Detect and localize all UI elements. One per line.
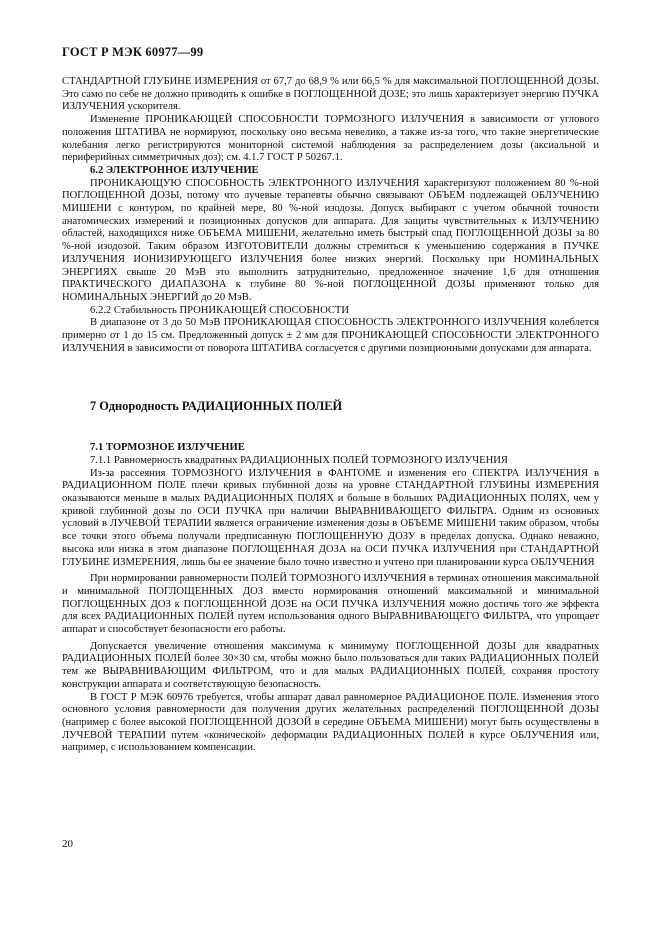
paragraph: При нормировании равномерности ПОЛЕЙ ТОРМОЗНОГО ИЗЛУЧЕНИЯ в терминах отношения максимальной и минимальной ПОГЛОЩЕННЫХ ДОЗ вместо нормирования отношений максимальной и минимальной ПОГЛОЩЕННЫХ ДОЗ к ПОГЛОЩЕННОЙ ДОЗЕ на ОСИ ПУЧКА ИЗЛУЧЕНИЯ можно достичь того же эффекта для всех РАДИАЦИОННЫХ ПОЛЕЙ путем использования одного ВЫРАВНИВАЮЩЕГО ФИЛЬТРА, что упрощает аппарат и способствует безопасности его работы. [62, 573, 599, 636]
section-heading-7-1: 7.1 ТОРМОЗНОЕ ИЗЛУЧЕНИЕ [90, 442, 245, 454]
paragraph: ПРОНИКАЮЩУЮ СПОСОБНОСТЬ ЭЛЕКТРОННОГО ИЗЛУЧЕНИЯ характеризуют положением 80 %-ной ПОГЛОЩЕННОЙ ДОЗЫ, потому что лучевые терапевты обычно связывают ОБЪЕМ подлежащей ОБЛУЧЕНИЮ МИШЕНИ с контуром, по крайней мере, 80 %-ной изодозы. Допуск выбирают с учетом обычной точности анатомических измерений и позиционных допусков для аппарата. Для защиты чувствительных к ИЗЛУЧЕНИЮ областей, находящихся ниже ОБЪЕМА МИШЕНИ, желательно иметь быстрый спад ПОГЛОЩЕННОЙ ДОЗЫ за 80 %-ной изодозой. Таким образом ИЗГОТОВИТЕЛИ должны стремиться к уменьшению содержания в ПУЧКЕ ИЗЛУЧЕНИЯ ИОНИЗИРУЮЩЕГО ИЗЛУЧЕНИЯ более низких энергий. Поскольку при НОМИНАЛЬНЫХ ЭНЕРГИЯХ свыше 20 МэВ это выполнить затруднительно, предложенное значение 1,6 для отношения ПРАКТИЧЕСКОГО ДИАПАЗОНА к глубине 80 %-ной ПОГЛОЩЕННОЙ ДОЗЫ применяют только для НОМИНАЛЬНЫХ ЭНЕРГИЙ до 20 МэВ. [62, 177, 599, 303]
paragraph: В диапазоне от 3 до 50 МэВ ПРОНИКАЮЩАЯ СПОСОБНОСТЬ ЭЛЕКТРОННОГО ИЗЛУЧЕНИЯ колеблется примерно от 1 до 15 см. Предложенный допуск ± 2 мм для ПРОНИКАЮЩЕЙ СПОСОБНОСТИ ЭЛЕКТРОННОГО ИЗЛУЧЕНИЯ в зависимости от поворота ШТАТИВА согласуется с другими позиционными допусками для аппарата. [62, 317, 599, 354]
document-header: ГОСТ Р МЭК 60977—99 [62, 45, 204, 59]
paragraph: Из-за рассеяния ТОРМОЗНОГО ИЗЛУЧЕНИЯ в ФАНТОМЕ и изменения его СПЕКТРА ИЗЛУЧЕНИЯ в РАДИАЦИОННОМ ПОЛЕ плечи кривых глубинной дозы на уровне СТАНДАРТНОЙ ГЛУБИНЫ ИЗМЕРЕНИЯ оказываются меньше в малых РАДИАЦИОННЫХ ПОЛЯХ и больше в больших РАДИАЦИОННЫХ ПОЛЯХ, чем у кривой глубинной дозы по ОСИ ПУЧКА при наличии ВЫРАВНИВАЮЩЕГО ФИЛЬТРА. Одним из основных условий в ЛУЧЕВОЙ ТЕРАПИИ является ограничение изменения дозы в ОБЪЕМЕ МИШЕНИ таким образом, чтобы все точки этого объема получали предписанную ПОГЛОЩЕННУЮ ДОЗУ в пределах допуска. Однако неважно, высока или низка в этом диапазоне ПОГЛОЩЕННАЯ ДОЗА на ОСИ ПУЧКА ИЗЛУЧЕНИЯ при СТАНДАРТНОЙ ГЛУБИНЕ ИЗМЕРЕНИЯ, лишь бы ее значение было точно известно и учтено при планировании курса ОБЛУЧЕНИЯ [62, 467, 599, 568]
paragraph: Изменение ПРОНИКАЮЩЕЙ СПОСОБНОСТИ ТОРМОЗНОГО ИЗЛУЧЕНИЯ в зависимости от углового положения ШТАТИВА не нормируют, поскольку оно весьма невелико, а также из-за того, что такие энергетические колебания легко регистрируются мониторной системой наблюдения за распределением дозы (аксиальной и периферийных симметричных доз); см. 4.1.7 ГОСТ Р 50267.1. [62, 114, 599, 164]
paragraph: Допускается увеличение отношения максимума к минимуму ПОГЛОЩЕННОЙ ДОЗЫ для квадратных РАДИАЦИОННЫХ ПОЛЕЙ более 30×30 см, чтобы можно было пользоваться для таких РАДИАЦИОННЫХ ПОЛЕЙ тем же ВЫРАВНИВАЮЩИМ ФИЛЬТРОМ, что и для малых РАДИАЦИОННЫХ ПОЛЕЙ, сохраняя простоту конструкции аппарата и соответствующую безопасность. [62, 640, 599, 690]
section-heading-7: 7 Однородность РАДИАЦИОННЫХ ПОЛЕЙ [90, 399, 343, 414]
paragraph: В ГОСТ Р МЭК 60976 требуется, чтобы аппарат давал равномерное РАДИАЦИОНОЕ ПОЛЕ. Изменения этого основного условия равномерности для получения других желательных распределений ПОГЛОЩЕННОЙ ДОЗЫ (например с более высокой ПОГЛОЩЕННОЙ ДОЗОЙ в середине ОБЪЕМА МИШЕНИ) могут быть осуществлены в ЛУЧЕВОЙ ТЕРАПИИ путем «конической» деформации РАДИАЦИОННЫХ ПОЛЕЙ в курсе ОБЛУЧЕНИЯ или, например, с использованием компенсации. [62, 691, 599, 754]
page-number: 20 [62, 838, 73, 850]
subsection-heading-7-1-1: 7.1.1 Равномерность квадратных РАДИАЦИОННЫХ ПОЛЕЙ ТОРМОЗНОГО ИЗЛУЧЕНИЯ [90, 454, 508, 466]
document-body [62, 76, 599, 755]
subsection-heading-6-2-2: 6.2.2 Стабильность ПРОНИКАЮЩЕЙ СПОСОБНОСТИ [90, 304, 350, 316]
paragraph: СТАНДАРТНОЙ ГЛУБИНЕ ИЗМЕРЕНИЯ от 67,7 до 68,9 % или 66,5 % для максимальной ПОГЛОЩЕННОЙ ДОЗЫ. Это само по себе не должно приводить к ошибке в ПОГЛОЩЕННОЙ ДОЗЕ; это лишь характеризует энергию ПУЧКА ИЗЛУЧЕНИЯ ускорителя. [62, 76, 599, 113]
section-heading-6-2: 6.2 ЭЛЕКТРОННОЕ ИЗЛУЧЕНИЕ [90, 164, 259, 176]
